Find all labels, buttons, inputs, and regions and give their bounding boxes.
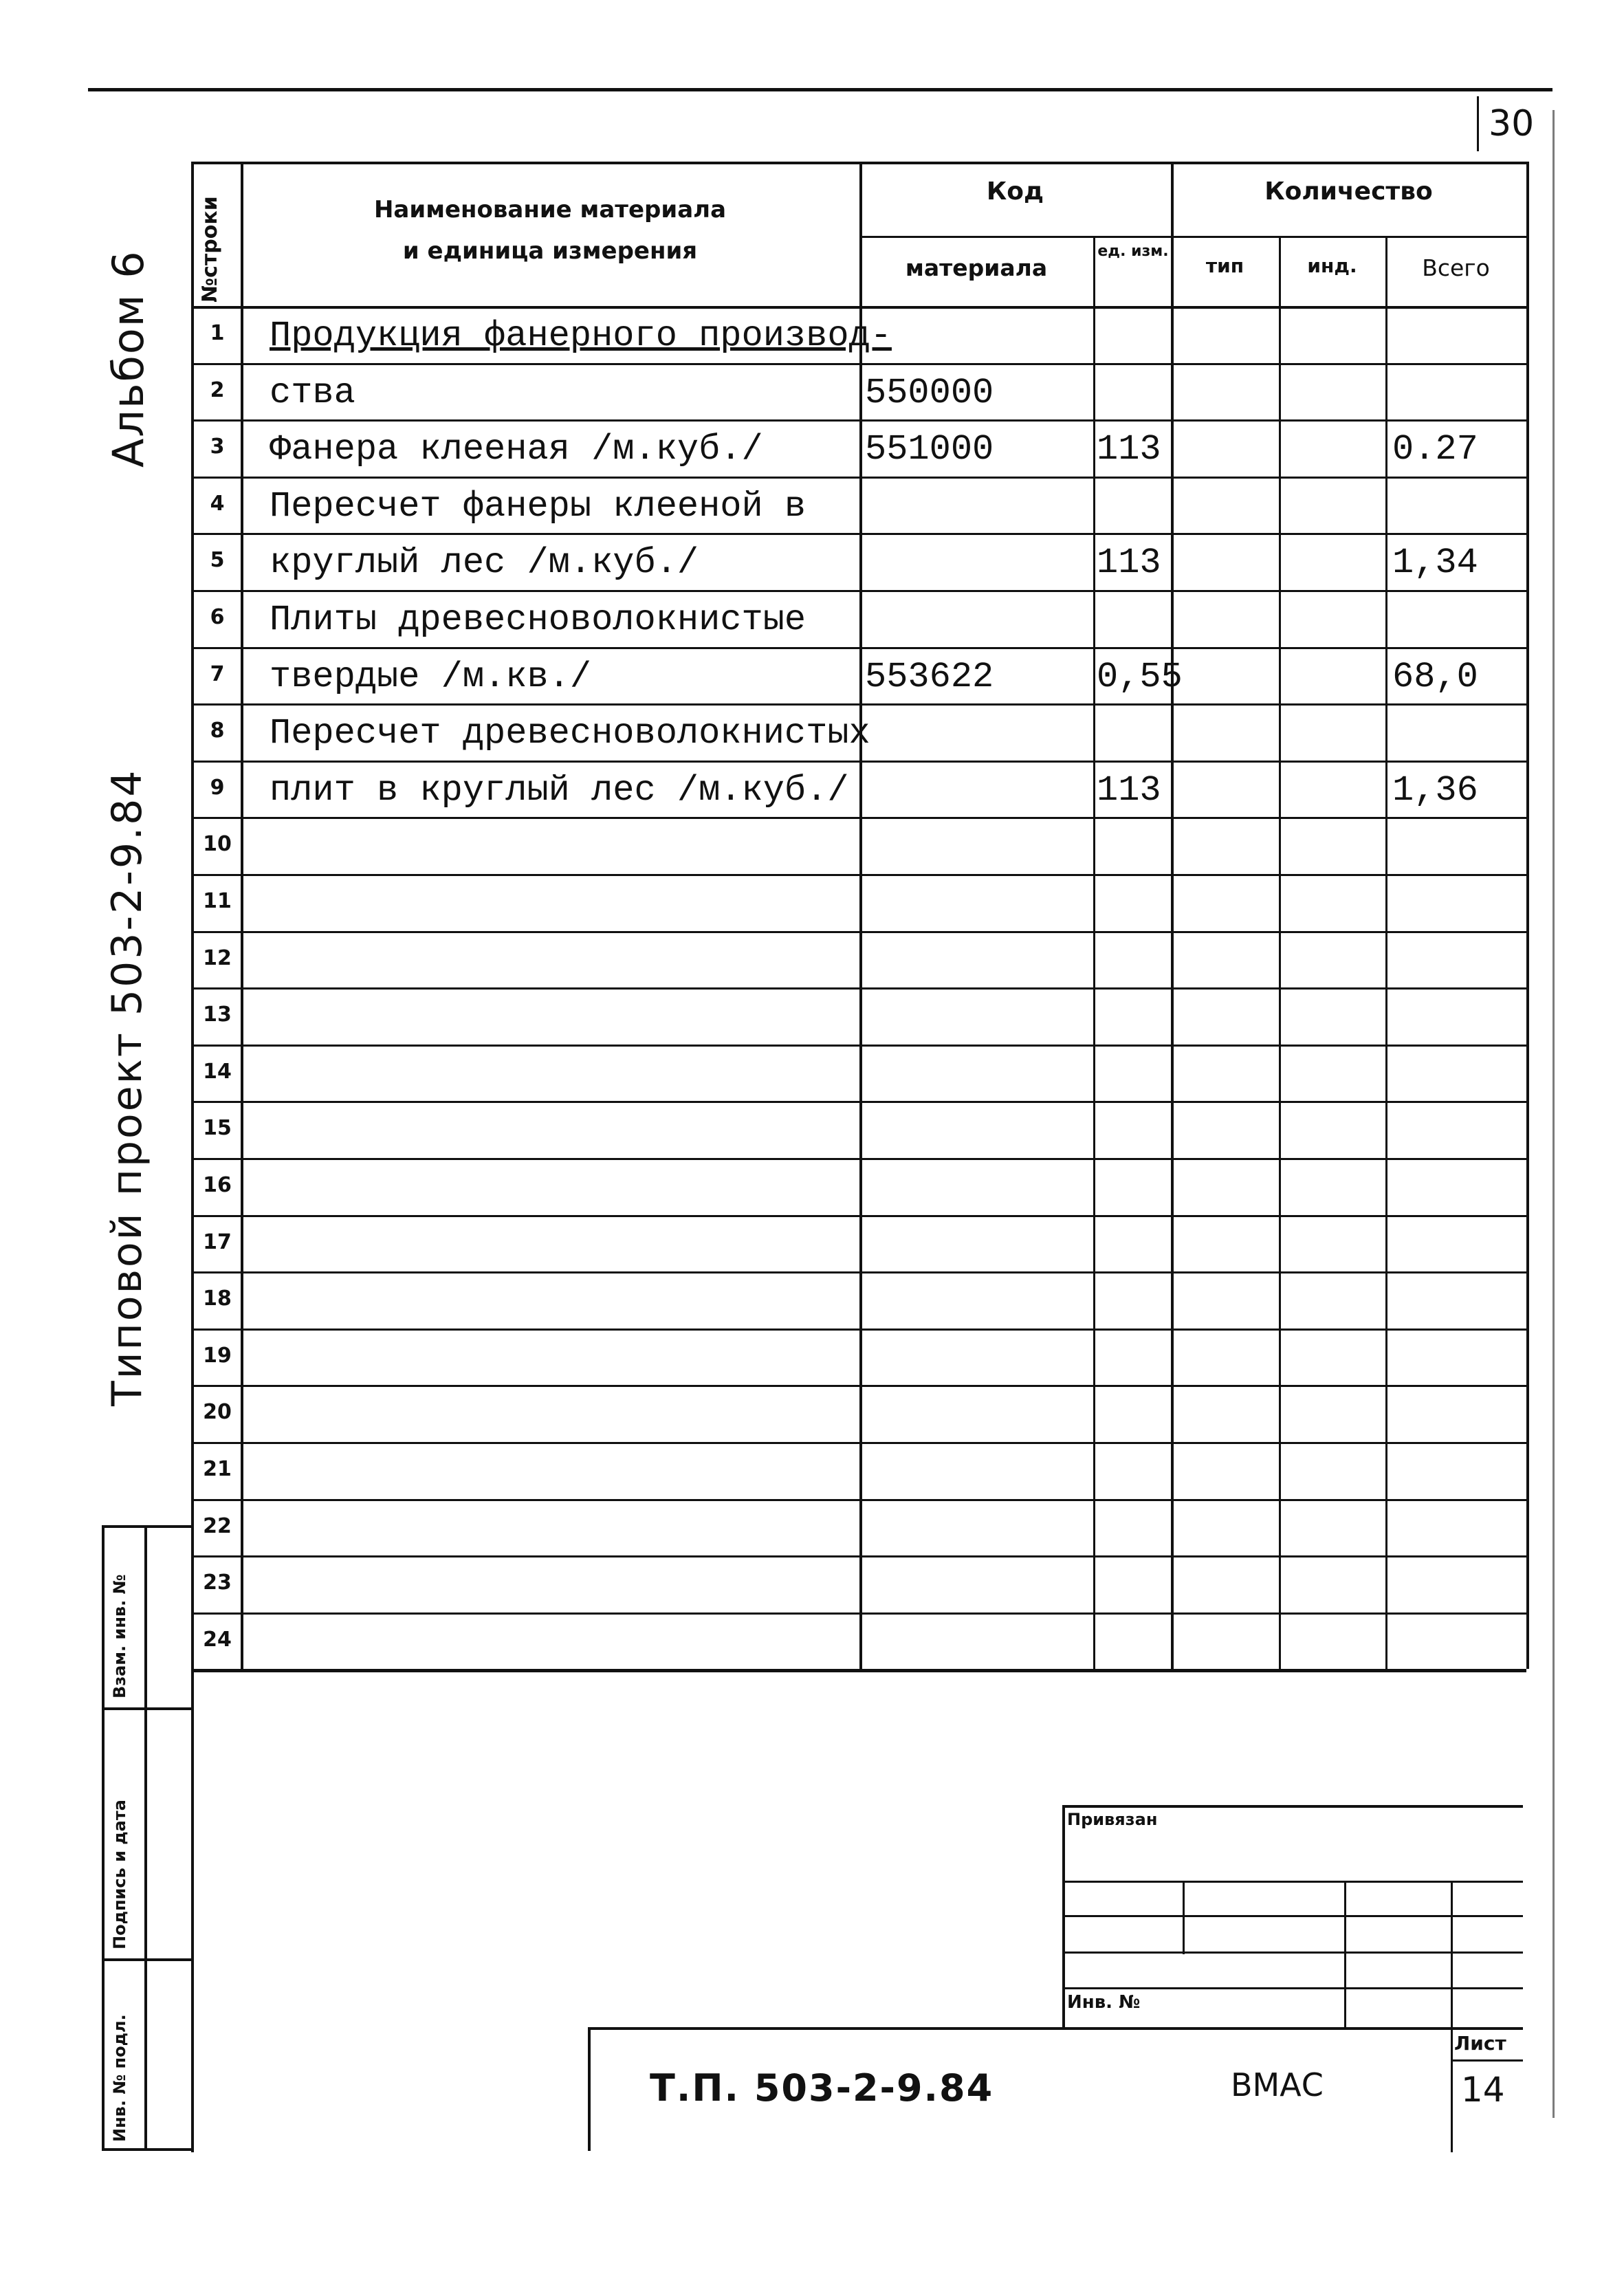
row-number: 18 [203,1287,232,1311]
tb-sheet-sep [1451,2059,1523,2062]
row-rule [191,987,1526,990]
tb-privyazan: Привязан [1067,1810,1158,1829]
row-rule [191,817,1526,819]
row-rule [191,1499,1526,1501]
row-number: 1 [210,321,225,345]
page-number-divider [1477,96,1479,151]
row-number: 8 [210,719,225,743]
row-number: 14 [203,1059,232,1084]
row-number: 15 [203,1116,232,1141]
row-total: 0.27 [1392,429,1478,470]
header-qty-total: Всего [1422,254,1490,281]
stamp-vzam: Взам. инв. № [110,1574,129,1698]
row-number: 6 [210,605,225,629]
tb-r4 [1062,1987,1523,1989]
header-code: Код [986,177,1044,206]
stamp-sep-1 [102,1707,193,1710]
row-number: 24 [203,1627,232,1652]
row-number: 19 [203,1343,232,1368]
col-rule-ind [1385,236,1387,1669]
row-name: круглый лес /м.куб./ [270,543,699,584]
tb-sheet-no: 14 [1461,2070,1505,2110]
row-rule [191,1612,1526,1615]
page-number: 30 [1489,103,1535,144]
row-rule [191,1385,1526,1387]
row-number: 7 [210,662,225,686]
row-rule [191,647,1526,649]
row-total: 1,34 [1392,543,1478,584]
header-mid-rule [859,236,1526,238]
row-rule [191,1555,1526,1557]
tb-r2 [1062,1915,1523,1917]
header-row-no: №строки [198,196,222,303]
tb-r1 [1062,1881,1523,1883]
row-rule [191,477,1526,479]
row-total: 1,36 [1392,769,1478,811]
table-top-border [191,162,1526,164]
tb-top [1062,1805,1523,1808]
row-name: твердые /м.кв./ [270,656,592,697]
tb-main-top [588,2027,1523,2030]
stamp-inner-border [144,1525,147,2151]
tb-inv-no: Инв. № [1067,1992,1141,2013]
stamp-sep-2 [102,1958,193,1961]
row-unit: 0,55 [1097,656,1183,697]
stamp-top [102,1525,193,1528]
row-number: 9 [210,775,225,800]
header-bottom-rule [191,306,1526,309]
row-name: Продукция фанерного производ- [270,316,892,356]
header-qty-typ: тип [1205,254,1244,277]
row-rule [191,363,1526,365]
row-number: 16 [203,1173,232,1197]
row-number: 20 [203,1400,232,1425]
row-name: плит в круглый лес /м.куб./ [270,769,849,811]
header-name-line1: Наименование материала [373,196,727,223]
tb-c1 [1183,1881,1185,1954]
row-number: 2 [210,378,225,402]
row-number: 23 [203,1571,232,1595]
row-name: Пересчет древесноволокнистых [270,713,870,754]
row-rule [191,1442,1526,1444]
tb-doc-code: Т.П. 503-2-9.84 [650,2066,994,2110]
header-code-unit: ед. изм. [1097,243,1169,260]
row-rule [191,1101,1526,1103]
header-name-line2: и единица измерения [402,237,698,265]
tb-main-left [588,2027,591,2151]
row-material-code: 553622 [865,656,994,697]
row-total: 68,0 [1392,656,1478,697]
row-rule [191,1158,1526,1160]
row-name: Фанера клееная /м.куб./ [270,429,763,470]
tb-c3 [1451,1881,1453,2152]
col-rule-typ [1279,236,1281,1669]
row-number: 12 [203,945,232,970]
row-number: 3 [210,435,225,459]
header-code-material: материала [905,254,1048,281]
row-rule [191,419,1526,422]
stamp-podpis: Подпись и дата [110,1800,129,1949]
row-unit: 113 [1097,769,1161,811]
stamp-inv-podl: Инв. № подл. [110,2014,129,2142]
row-rule [191,1329,1526,1331]
row-rule [191,533,1526,535]
row-name: ства [270,372,355,413]
row-number: 5 [210,548,225,573]
project-title: Типовой проект 503-2-9.84 [103,768,151,1406]
row-material-code: 550000 [865,372,994,413]
col-rule-material [1093,236,1095,1669]
header-quantity: Количество [1264,177,1433,206]
table-left-border [191,162,194,2152]
right-edge [1552,110,1555,2118]
row-number: 17 [203,1229,232,1254]
table-bottom-border [191,1669,1526,1672]
row-rule [191,1215,1526,1217]
row-rule [191,703,1526,706]
row-number: 13 [203,1003,232,1027]
row-number: 4 [210,491,225,516]
tb-mark: ВМАС [1231,2066,1324,2103]
row-unit: 113 [1097,543,1161,584]
tb-c2 [1344,1881,1346,2029]
row-number: 22 [203,1513,232,1538]
row-rule [191,590,1526,592]
tb-sheet-label: Лист [1454,2032,1506,2055]
row-name: Пересчет фанеры клееной в [270,485,806,527]
album-title: Альбом 6 [103,250,153,468]
row-number: 11 [203,889,232,913]
top-rule [88,88,1552,91]
stamp-left-border [102,1525,105,2151]
row-material-code: 551000 [865,429,994,470]
header-qty-ind: инд. [1307,254,1357,277]
row-rule [191,874,1526,876]
row-rule [191,761,1526,763]
stamp-bottom [102,2148,193,2151]
tb-r3 [1062,1952,1523,1954]
row-unit: 113 [1097,429,1161,470]
row-rule [191,931,1526,933]
row-number: 21 [203,1457,232,1481]
row-rule [191,1271,1526,1273]
table-right-border [1526,162,1529,1669]
row-number: 10 [203,832,232,857]
row-name: Плиты древесноволокнистые [270,600,806,640]
row-rule [191,1045,1526,1047]
